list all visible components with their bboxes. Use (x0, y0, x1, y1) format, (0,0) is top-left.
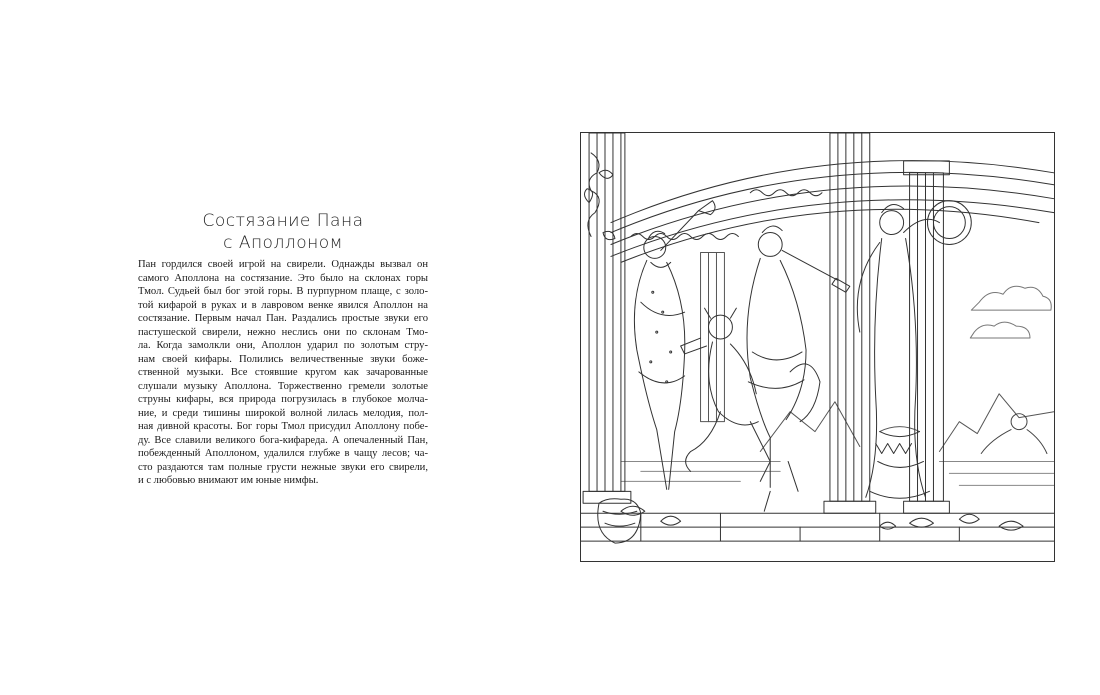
text-line: состязание. Первым начал Пан. Раздались простые звуки его (138, 313, 428, 324)
text-line: Пан гордился своей игрой на свирели. Однажды вызвал он (138, 259, 428, 270)
text-line: самого Аполлона на состязание. Это было на склонах горы (138, 272, 428, 284)
text-line: и с любовью внимают им юные нимфы. (138, 475, 319, 486)
text-line: нам своей кифары. Полились величественные звуки боже- (138, 353, 428, 365)
text-line: сто раздаются там полные грусти нежные звуки его свирели, (138, 461, 428, 473)
figure-woman-left (634, 201, 715, 490)
column-right (904, 161, 950, 513)
text-line: ная дивной красоты. Бог горы Тмол присудил Аполлону побе- (138, 421, 428, 432)
text-line: Тмол. Судьей был бог этой горы. В пурпурном плаще, с золо- (138, 286, 428, 297)
figure-pan (681, 308, 771, 481)
clouds (970, 286, 1051, 338)
text-line: ственной музыки. Все стоявшие кругом как зачарованные (138, 367, 428, 378)
temple-steps (581, 513, 1054, 541)
amphora (598, 499, 641, 543)
text-line: побежденный Аполлоном, удалился глубже в чащу лесов; ча- (138, 448, 428, 459)
text-line: ла. Когда замолкли они, Аполлон ударил по золотым стру- (138, 340, 428, 351)
text-line: струны кифары, вся природа погрузилась в глубокое молча- (138, 394, 428, 405)
figure-flute-player (747, 226, 850, 511)
line-art-illustration (580, 132, 1055, 562)
text-line: той кифарой в руках и в лавровом венке явился Аполлон на (138, 299, 428, 311)
river-god (981, 414, 1047, 454)
text-line: ду. Все славили великого бога-кифареда. А опечаленный Пан, (138, 434, 428, 446)
chapter-title-line-2: с Аполлоном (223, 233, 343, 253)
body-paragraph (138, 258, 428, 488)
chapter-title-line-1: Состязание Пана (202, 211, 364, 231)
figure-tambourine-player (857, 201, 971, 499)
text-line: ние, и среди тишины широкой волной лилась мелодия, пол- (138, 407, 428, 419)
text-line: пастушеской свирели, нежно неслись они по склонам Тмо- (138, 326, 428, 338)
entablature (611, 161, 1054, 263)
text-line: слушали музыку Аполлона. Торжественно гремели золотые (138, 380, 428, 392)
mountains (760, 394, 1054, 452)
chapter-title (138, 210, 428, 254)
